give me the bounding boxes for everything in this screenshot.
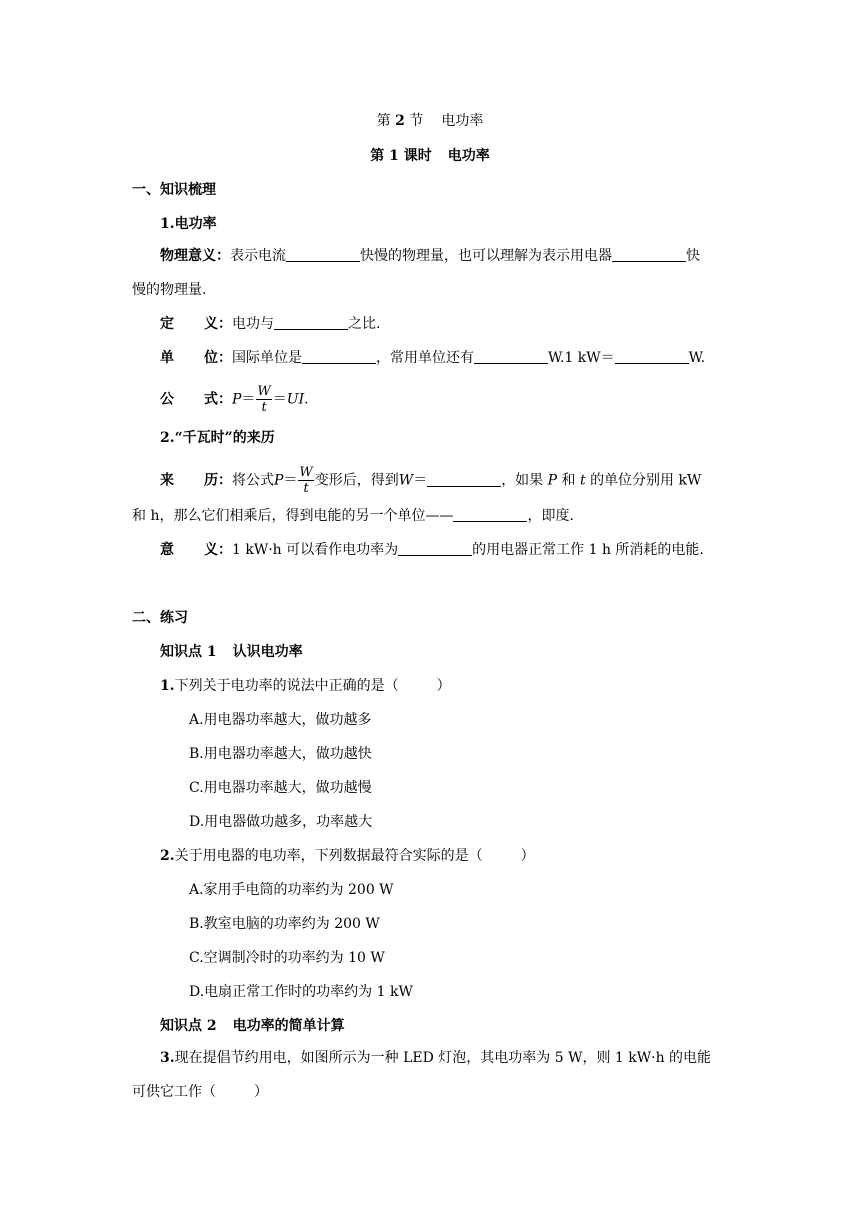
origin-eq: ＝ (283, 472, 298, 489)
q1-option-d[interactable]: D.用电器做功越多，功率越大 (189, 814, 373, 830)
section-title (0, 111, 860, 131)
q1-close: ） (436, 678, 451, 694)
meaning-label: 物理意义： (160, 248, 230, 264)
q1-option-b[interactable]: B.用电器功率越大，做功越快 (189, 746, 372, 762)
section-number: 2 (395, 113, 405, 129)
section-name: 电功率 (441, 113, 484, 129)
origin-denominator: t (303, 481, 309, 496)
meaning-text3: 快 (686, 248, 700, 264)
q3-close: ） (254, 1084, 268, 1100)
origin-t: t (579, 472, 586, 489)
part2-heading: 二、练习 (132, 610, 188, 626)
kp1-label: 知识点 1 (160, 644, 217, 660)
unit-text2: ，常用单位还有 (376, 350, 474, 366)
formula-ui: UI. (286, 391, 309, 408)
blank[interactable] (615, 349, 689, 364)
formula-eq2: ＝ (272, 391, 287, 408)
question-3-line2 (132, 1082, 268, 1102)
lesson-suffix: 课时 (403, 148, 432, 164)
q2-option-c[interactable]: C.空调制冷时的功率约为 10 W (189, 950, 385, 966)
definition-line (160, 314, 380, 334)
unit-label-a: 单 (160, 350, 174, 366)
significance-text1: 1 kW·h 可以看作电功率为 (232, 542, 399, 558)
q2-option-b[interactable]: B.教室电脑的功率约为 200 W (189, 916, 380, 932)
origin-text6: 的单位分别用 kW (590, 472, 702, 489)
origin-label-b: 历： (204, 472, 232, 489)
q2-close: ） (520, 848, 535, 864)
knowledge-point-2 (160, 1016, 345, 1036)
fraction-denominator: t (261, 400, 267, 415)
blank[interactable] (612, 247, 686, 262)
origin-text7: 和 h，那么它们相乘后，得到电能的另一个单位—— (132, 508, 454, 524)
kp2-name: 电功率的简单计算 (232, 1018, 345, 1034)
formula-label-a: 公 (160, 391, 174, 408)
origin-line1 (160, 466, 701, 495)
origin-line2 (132, 506, 574, 526)
q3-number: 3. (160, 1050, 175, 1066)
origin-p2: P (547, 472, 558, 489)
q2-number: 2. (160, 848, 175, 864)
unit-label-b: 位： (204, 350, 232, 366)
lesson-name: 电功率 (447, 148, 490, 164)
definition-label-b: 义： (204, 316, 232, 332)
formula-line (160, 385, 309, 414)
meaning-text2: 快慢的物理量，也可以理解为表示用电器 (360, 248, 612, 264)
kp2-label: 知识点 2 (160, 1018, 217, 1034)
lesson-prefix: 第 (370, 148, 385, 164)
question-1 (160, 676, 451, 696)
question-2 (160, 846, 535, 866)
part1-heading: 一、知识梳理 (132, 182, 216, 198)
formula-eq: ＝ (241, 391, 256, 408)
kp1-name: 认识电功率 (232, 644, 303, 660)
origin-text8: ，即度. (527, 508, 574, 524)
lesson-number: 1 (389, 148, 399, 164)
meaning-line1 (160, 246, 700, 266)
meaning-text1: 表示电流 (230, 248, 286, 264)
q2-option-d[interactable]: D.电扇正常工作时的功率约为 1 kW (189, 984, 413, 1000)
significance-label-b: 义： (204, 542, 232, 558)
formula-p: P (232, 391, 242, 408)
origin-text3: ＝ (413, 472, 428, 489)
definition-label-a: 定 (160, 316, 174, 332)
q2-stem: 关于用电器的电功率，下列数据最符合实际的是（ (174, 848, 483, 864)
q2-option-a[interactable]: A.家用手电筒的功率约为 200 W (189, 882, 394, 898)
origin-text2: 变形后，得到 (314, 472, 399, 489)
section-prefix: 第 (376, 113, 391, 129)
significance-line (160, 540, 704, 560)
item2-heading: 2.“千瓦时”的来历 (160, 430, 275, 446)
origin-w: W (398, 472, 414, 489)
origin-fraction (298, 466, 313, 495)
q3-text2: 可供它工作（ (132, 1084, 216, 1100)
blank[interactable] (302, 349, 376, 364)
q1-stem: 下列关于电功率的说法中正确的是（ (174, 678, 399, 694)
question-3-line1 (160, 1048, 711, 1068)
significance-text2: 的用电器正常工作 1 h 所消耗的电能. (472, 542, 704, 558)
blank[interactable] (453, 507, 527, 522)
blank[interactable] (286, 247, 360, 262)
unit-text1: 国际单位是 (232, 350, 302, 366)
blank[interactable] (398, 541, 472, 556)
origin-text5: 和 (561, 472, 576, 489)
blank[interactable] (474, 349, 548, 364)
unit-text3: W.1 kW＝ (548, 350, 615, 366)
origin-label-a: 来 (160, 472, 174, 489)
formula-label-b: 式： (204, 391, 232, 408)
formula-fraction (256, 385, 271, 414)
meaning-line2: 慢的物理量. (132, 282, 207, 298)
blank[interactable] (274, 315, 348, 330)
unit-text4: W. (688, 350, 706, 366)
origin-text4: ，如果 (501, 472, 544, 489)
definition-text2: 之比. (348, 316, 381, 332)
lesson-title (0, 146, 860, 166)
unit-line (160, 348, 705, 368)
q1-option-c[interactable]: C.用电器功率越大，做功越慢 (189, 780, 372, 796)
q1-number: 1. (160, 678, 175, 694)
q3-text1: 现在提倡节约用电，如图所示为一种 LED 灯泡，其电功率为 5 W，则 1 kW·h 的电能 (174, 1050, 712, 1066)
fraction-numerator: W (257, 384, 271, 399)
origin-p: P (274, 472, 284, 489)
origin-text1: 将公式 (232, 472, 274, 489)
definition-text1: 电功与 (232, 316, 274, 332)
blank[interactable] (427, 472, 501, 487)
item1-heading: 1.电功率 (160, 216, 217, 232)
origin-numerator: W (299, 465, 313, 480)
significance-label-a: 意 (160, 542, 174, 558)
knowledge-point-1 (160, 642, 303, 662)
q1-option-a[interactable]: A.用电器功率越大，做功越多 (189, 712, 372, 728)
section-suffix: 节 (409, 113, 424, 129)
